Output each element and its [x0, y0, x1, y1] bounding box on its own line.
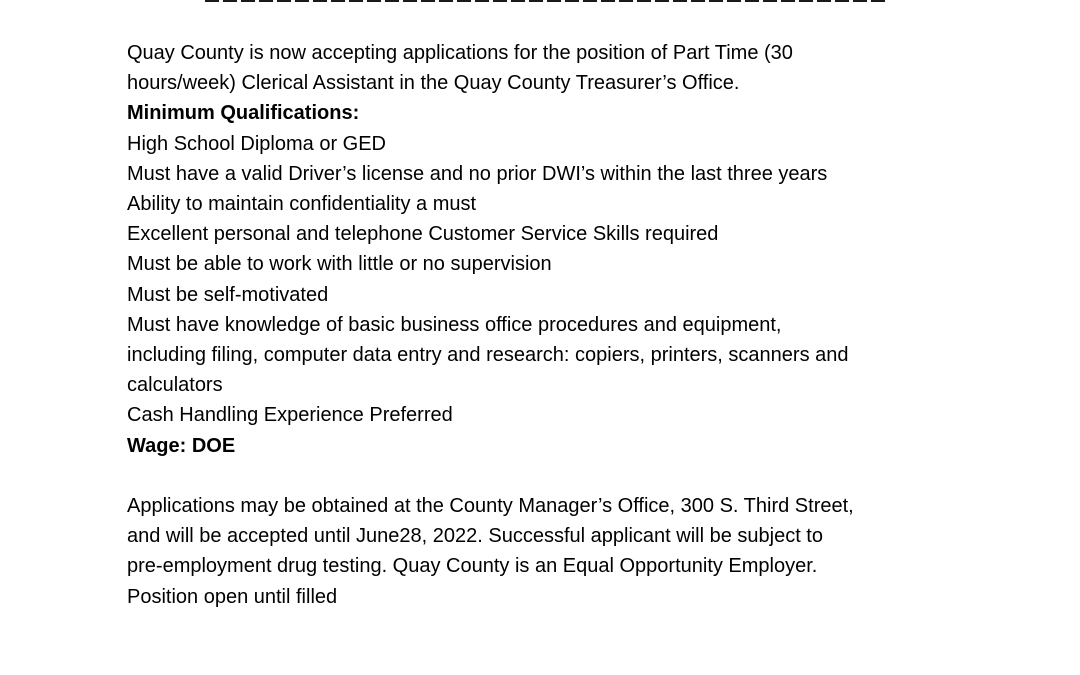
paragraph-gap	[127, 461, 987, 491]
qualification-item: calculators	[127, 374, 223, 397]
closing-line: Position open until filled	[127, 585, 338, 608]
closing-line: pre-employment drug testing. Quay County is an Equal Opportunity Employer.	[127, 555, 818, 578]
wage-line: Wage: DOE	[127, 434, 236, 457]
intro-line-1: Quay County is now accepting applications for the position of Part Time (30	[127, 42, 793, 64]
qualification-item: High School Diploma or GED	[127, 132, 386, 155]
qualification-item: Must have knowledge of basic business office procedures and equipment,	[127, 313, 782, 336]
closing-line: and will be accepted until June28, 2022. Successful applicant will be subject to	[127, 525, 823, 548]
qualification-item: including filing, computer data entry and research: copiers, printers, scanners and	[127, 344, 849, 367]
qualifications-heading: Minimum Qualifications:	[127, 102, 360, 125]
qualification-item: Must be able to work with little or no supervision	[127, 253, 552, 276]
qualification-item: Cash Handling Experience Preferred	[127, 404, 453, 427]
intro-line-2: hours/week) Clerical Assistant in the Quay County Treasurer’s Office.	[127, 72, 740, 95]
qualification-item: Must have a valid Driver’s license and no prior DWI’s within the last three years	[127, 162, 828, 185]
qualification-item: Must be self-motivated	[127, 283, 329, 306]
job-posting-body	[127, 38, 987, 612]
closing-line: Applications may be obtained at the County Manager’s Office, 300 S. Third Street,	[127, 495, 854, 518]
qualification-item: Ability to maintain confidentiality a must	[127, 193, 477, 216]
qualification-item: Excellent personal and telephone Customer Service Skills required	[127, 223, 719, 246]
cut-off-title	[205, 0, 885, 2]
